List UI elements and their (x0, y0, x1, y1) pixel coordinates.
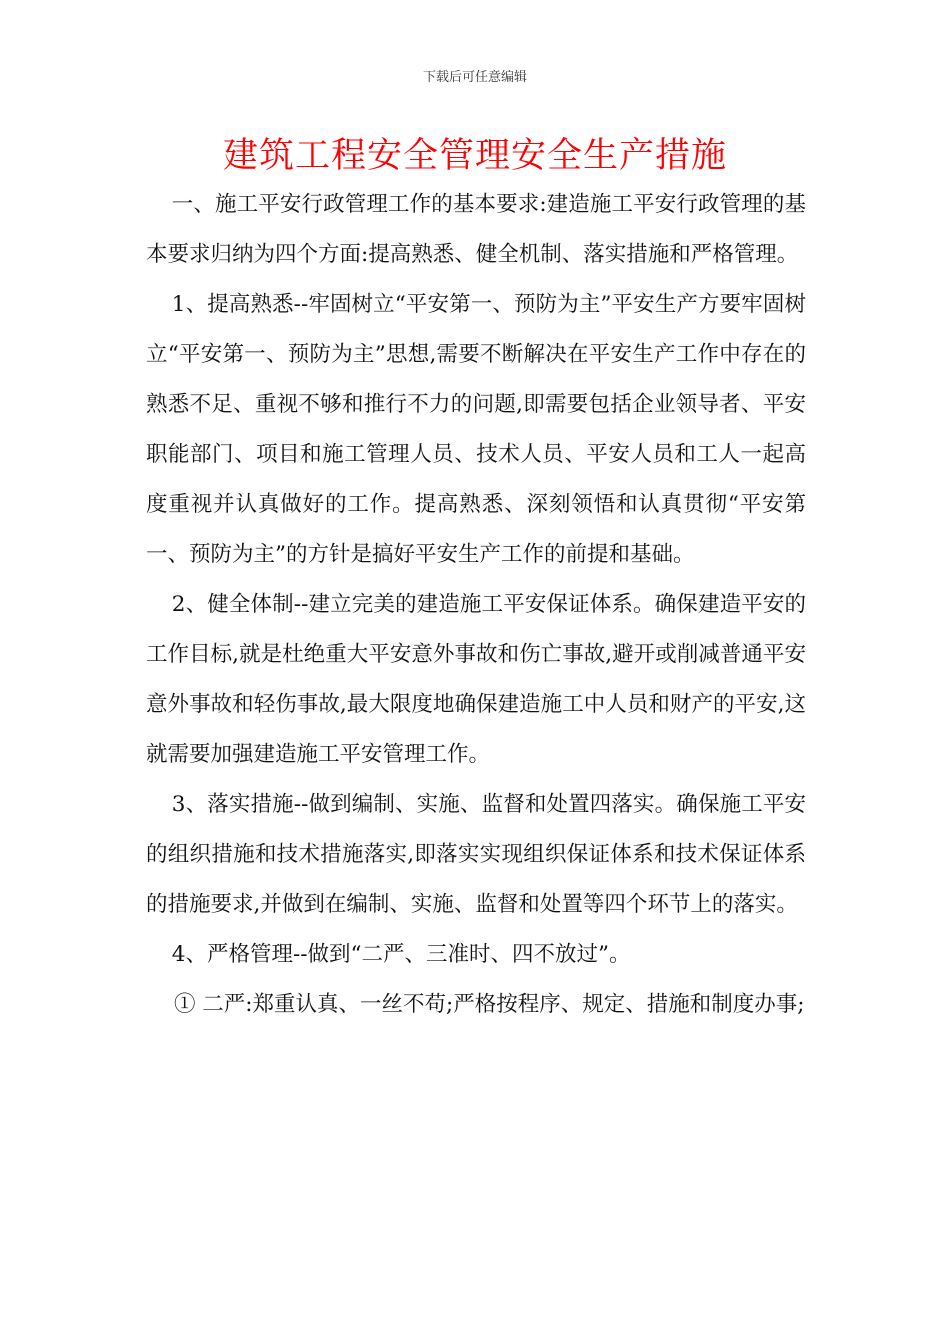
paragraph-subpoint-1: ① 二严:郑重认真、一丝不苟;严格按程序、规定、措施和制度办事; (173, 992, 805, 1017)
paragraph-point-1: 1、提高熟悉--牢固树立“平安第一、预防为主”平安生产方要牢固树立“平安第一、预防为主”思想,需要不断解决在平安生产工作中存在的熟悉不足、重视不够和推行不力的问题,即需要包括企业领导者、平安职能部门、项目和施工管理人员、技术人员、平安人员和工人一起高度重视并认真做好的工作。提高熟悉、深刻领悟和认真贯彻“平安第一、预防为主”的方针是搞好平安生产工作的前提和基础。 (146, 292, 806, 567)
document-body (146, 180, 806, 1030)
paragraph-point-3: 3、落实措施--做到编制、实施、监督和处置四落实。确保施工平安的组织措施和技术措施落实,即落实实现组织保证体系和技术保证体系的措施要求,并做到在编制、实施、监督和处置等四个环节上的落实。 (146, 792, 806, 917)
paragraph-point-4: 4、严格管理--做到“二严、三准时、四不放过”。 (171, 942, 631, 967)
page-header: 下载后可任意编辑 (422, 70, 527, 85)
paragraph-intro: 一、施工平安行政管理工作的基本要求:建造施工平安行政管理的基本要求归纳为四个方面:提高熟悉、健全机制、落实措施和严格管理。 (146, 192, 806, 267)
document-title: 建筑工程安全管理安全生产措施 (222, 136, 727, 176)
paragraph-point-2: 2、健全体制--建立完美的建造施工平安保证体系。确保建造平安的工作目标,就是杜绝重大平安意外事故和伤亡事故,避开或削减普通平安意外事故和轻伤事故,最大限度地确保建造施工中人员和财产的平安,这就需要加强建造施工平安管理工作。 (146, 592, 806, 767)
